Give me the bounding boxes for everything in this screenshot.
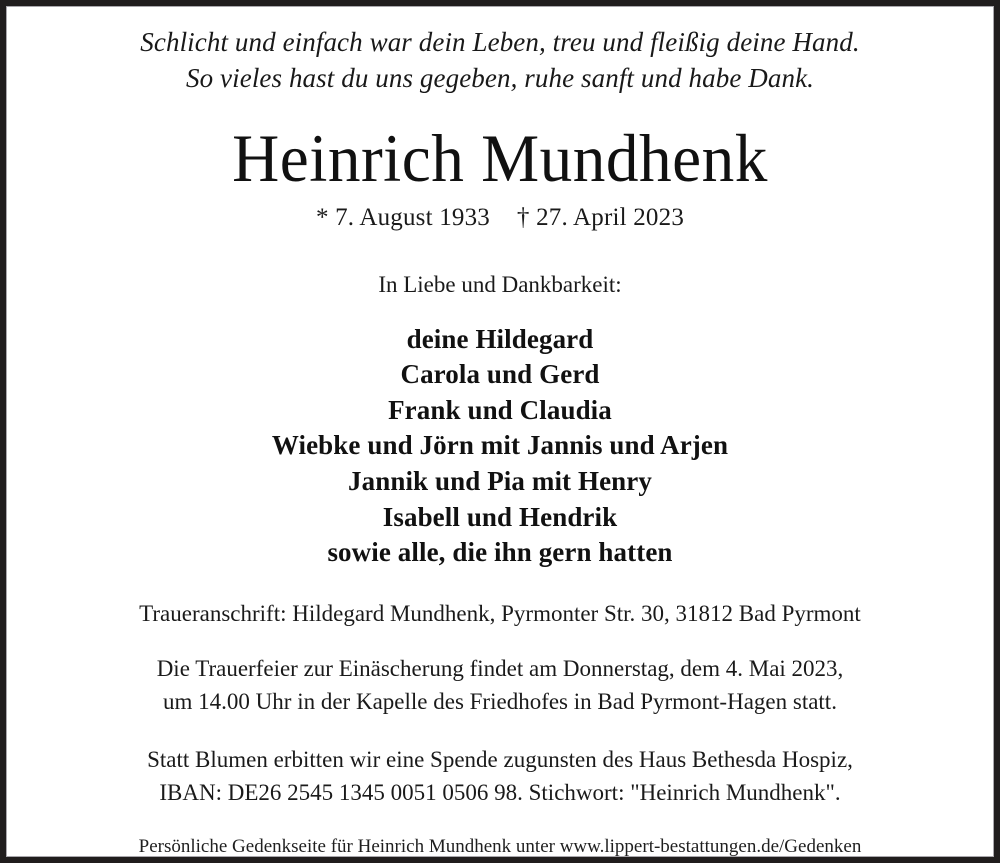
obituary-inner-border <box>6 6 994 857</box>
birth-symbol-icon: * <box>315 203 329 231</box>
obituary-content <box>31 25 969 858</box>
list-item: Jannik und Pia mit Henry <box>348 466 652 497</box>
mourning-address: Traueranschrift: Hildegard Mundhenk, Pyrmonter Str. 30, 31812 Bad Pyrmont <box>139 600 861 626</box>
verse-line-2: So vieles hast du uns gegeben, ruhe sanft und habe Dank. <box>186 62 814 93</box>
list-item: Carola und Gerd <box>400 359 600 390</box>
ceremony-line-2: um 14.00 Uhr in der Kapelle des Friedhofes in Bad Pyrmont-Hagen statt. <box>163 688 837 714</box>
list-item: sowie alle, die ihn gern hatten <box>327 537 673 568</box>
death-date: 27. April 2023 <box>536 203 685 231</box>
dedication-line: In Liebe und Dankbarkeit: <box>378 271 622 297</box>
verse-line-1: Schlicht und einfach war dein Leben, treu und fleißig deine Hand. <box>140 27 860 57</box>
memorial-page-footer: Persönliche Gedenkseite für Heinrich Mundhenk unter www.lippert-bestattungen.de/Gedenken <box>138 835 862 857</box>
birth-date: 7. August 1933 <box>335 203 491 231</box>
memorial-verse <box>31 25 969 97</box>
list-item: deine Hildegard <box>406 323 594 354</box>
list-item: Frank und Claudia <box>388 394 612 425</box>
donation-iban-line: IBAN: DE26 2545 1345 0051 0506 98. Stichwort: "Heinrich Mundhenk". <box>159 779 841 805</box>
ceremony-details <box>31 653 969 718</box>
mourners-list <box>31 322 969 571</box>
life-dates <box>31 204 969 232</box>
list-item: Isabell und Hendrik <box>382 501 618 532</box>
donation-line-1: Statt Blumen erbitten wir eine Spende zugunsten des Haus Bethesda Hospiz, <box>147 747 853 773</box>
donation-request <box>31 744 969 809</box>
death-symbol-icon: † <box>516 203 530 231</box>
deceased-name: Heinrich Mundhenk <box>232 119 768 196</box>
ceremony-line-1: Die Trauerfeier zur Einäscherung findet am Donnerstag, dem 4. Mai 2023, <box>156 655 844 681</box>
list-item: Wiebke und Jörn mit Jannis und Arjen <box>271 430 729 461</box>
